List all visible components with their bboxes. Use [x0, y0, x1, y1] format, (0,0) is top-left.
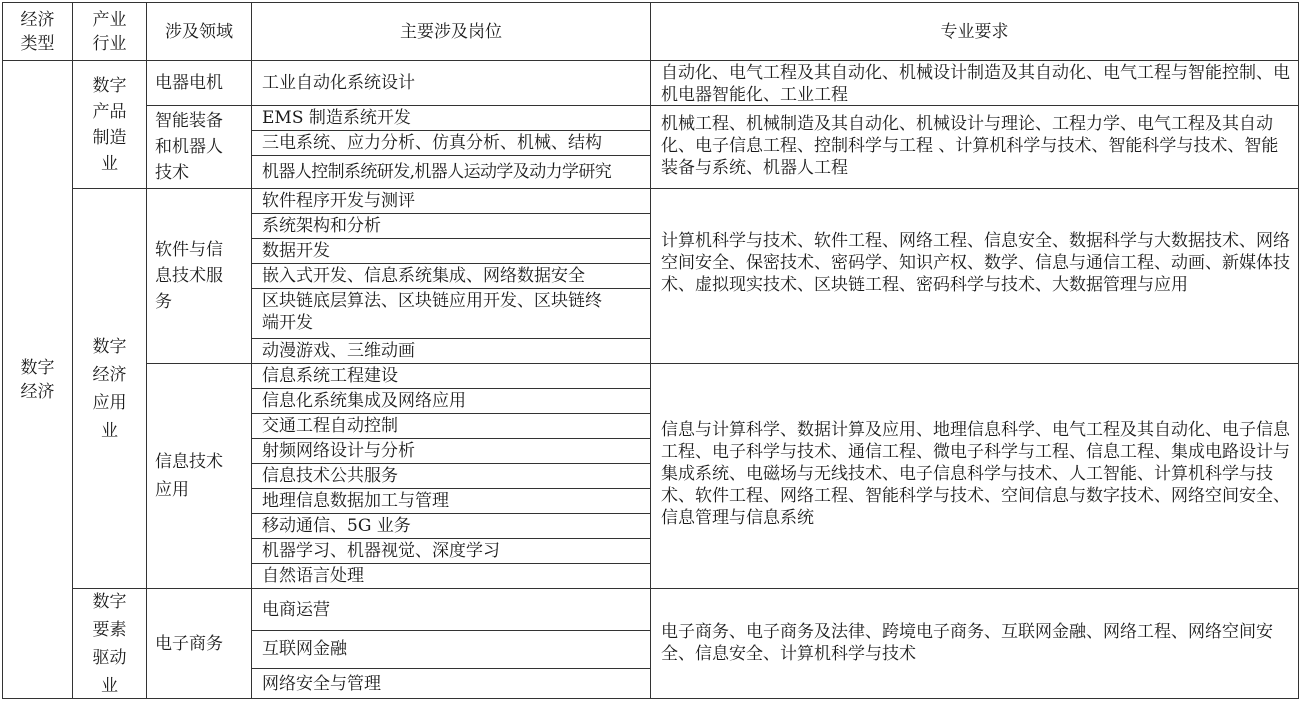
position-item: 互联网金融 [262, 639, 347, 659]
majors-robotics [651, 106, 1298, 188]
position-item: 射频网络设计与分析 [262, 441, 415, 461]
majors-robotics-text: 机械工程、机械制造及其自动化、机械设计与理论、工程力学、电气工程及其自动化、电子信息工程、控制科学与工程 、计算机科学与技术、智能科学与技术、智能装备与系统、机器人工程 [661, 114, 1279, 178]
grid-line [251, 130, 651, 131]
position-item: 交通工程自动控制 [262, 416, 398, 436]
majors-software-text: 计算机科学与技术、软件工程、网络工程、信息安全、数据科学与大数据技术、网络空间安全、保密技术、密码学、知识产权、数学、信息与通信工程、动画、新媒体技术、虚拟现实技术、区块链工程、密码科学与技术、大数据管理与应用 [661, 231, 1290, 295]
grid-line [251, 213, 651, 214]
majors-info-app-text: 信息与计算科学、数据计算及应用、地理信息科学、电气工程及其自动化、电子信息工程、电子科学与技术、通信工程、微电子科学与工程、信息工程、集成电路设计与集成系统、电磁场与无线技术、电子信息科学与技术、人工智能、计算机科学与技术、软件工程、网络工程、智能科学与技术、空间信息与数字技术、网络空间安全、信息管理与信息系统 [661, 420, 1290, 528]
field-info-app [147, 364, 251, 588]
majors-ecommerce-text: 电子商务、电子商务及法律、跨境电子商务、互联网金融、网络工程、网络空间安全、信息安全、计算机科学与技术 [661, 622, 1273, 664]
economy-text: 数字 经济 [20, 357, 55, 402]
position-item: 信息技术公共服务 [262, 466, 398, 486]
header-field [147, 3, 251, 60]
grid-line [251, 630, 651, 631]
position-item: 系统架构和分析 [262, 216, 381, 236]
field-software-text: 软件与信 息技术服 务 [155, 240, 223, 312]
industry-manufacturing-text: 数字 产品 制造 业 [92, 75, 127, 174]
grid-line [251, 338, 651, 339]
majors-info-app [651, 364, 1298, 588]
position-item: 电商运营 [262, 600, 330, 620]
position-item: EMS 制造系统开发 [262, 108, 411, 128]
grid-line [251, 388, 651, 389]
field-ecommerce [147, 589, 251, 698]
field-robotics-text: 智能装备 和机器人 技术 [155, 111, 223, 183]
grid-line [251, 263, 651, 264]
position-item: 自然语言处理 [262, 566, 364, 586]
field-electrical-text: 电器电机 [155, 73, 223, 93]
grid-line [251, 413, 651, 414]
header-field-text: 涉及领域 [165, 21, 233, 42]
position-item: 数据开发 [262, 241, 330, 261]
field-software [147, 189, 251, 363]
field-robotics [147, 106, 251, 188]
field-ecommerce-text: 电子商务 [155, 633, 223, 654]
grid-line [1298, 2, 1299, 699]
grid-line [251, 2, 252, 699]
header-majors-text: 专业要求 [940, 21, 1009, 42]
position-item: 机器人控制系统研发,机器人运动学及动力学研究 [262, 162, 612, 182]
grid-line [251, 668, 651, 669]
grid-line [251, 438, 651, 439]
majors-ecommerce [651, 589, 1298, 698]
position-item: 移动通信、5G 业务 [262, 516, 411, 536]
header-economy-type-text: 经济 类型 [20, 9, 55, 54]
field-electrical [147, 61, 251, 105]
grid-line [251, 463, 651, 464]
position-item: 三电系统、应力分析、仿真分析、机械、结构 [262, 133, 602, 153]
position-item: 动漫游戏、三维动画 [262, 341, 415, 361]
grid-line [251, 538, 651, 539]
position-item: 区块链底层算法、区块链应用开发、区块链终 端开发 [262, 291, 602, 333]
grid-line [251, 238, 651, 239]
grid-line [251, 155, 651, 156]
position-item: 软件程序开发与测评 [262, 191, 415, 211]
industry-application-text: 数字 经济 应用 业 [92, 336, 127, 441]
majors-electrical-text: 自动化、电气工程及其自动化、机械设计制造及其自动化、电气工程与智能控制、电机电器智能化、工业工程 [661, 63, 1290, 105]
grid-line [251, 488, 651, 489]
position-item: 信息化系统集成及网络应用 [262, 391, 466, 411]
position-item: 信息系统工程建设 [262, 366, 398, 386]
grid-line [251, 563, 651, 564]
header-industry-text: 产业 行业 [92, 9, 127, 54]
industry-driven [73, 589, 146, 698]
majors-electrical [651, 61, 1298, 105]
header-majors [651, 3, 1298, 60]
grid-line [2, 698, 1299, 699]
position-item: 地理信息数据加工与管理 [262, 491, 449, 511]
position-item: 工业自动化系统设计 [262, 73, 415, 93]
header-positions [252, 3, 650, 60]
majors-software [651, 189, 1298, 363]
industry-application [73, 189, 146, 588]
economy-cell [3, 61, 72, 698]
industry-manufacturing [73, 61, 146, 188]
position-item: 机器学习、机器视觉、深度学习 [262, 541, 500, 561]
position-item: 嵌入式开发、信息系统集成、网络数据安全 [262, 266, 585, 286]
industry-driven-text: 数字 要素 驱动 业 [92, 591, 127, 696]
header-positions-text: 主要涉及岗位 [400, 21, 502, 42]
grid-line [251, 288, 651, 289]
grid-line [251, 513, 651, 514]
field-info-app-text: 信息技术 应用 [155, 452, 223, 500]
header-industry [73, 3, 146, 60]
header-economy-type [3, 3, 72, 60]
position-item: 网络安全与管理 [262, 674, 381, 694]
